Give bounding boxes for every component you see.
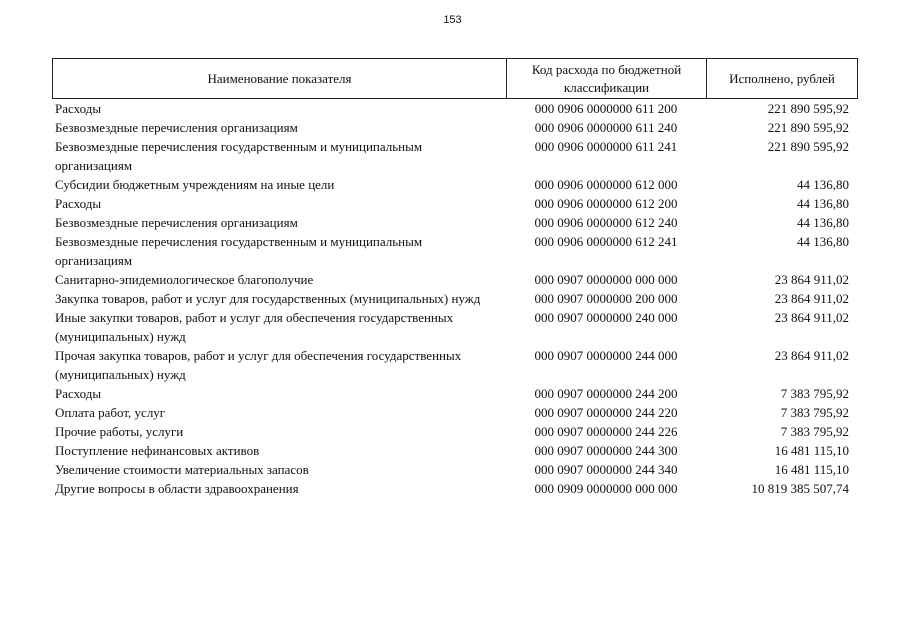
row-name: Безвозмездные перечисления организациям bbox=[55, 215, 298, 230]
row-name: Прочие работы, услуги bbox=[55, 424, 184, 439]
table-row bbox=[52, 308, 857, 346]
row-amount: 23 864 911,02 bbox=[774, 348, 849, 363]
table-row bbox=[52, 99, 857, 118]
row-amount: 44 136,80 bbox=[797, 177, 849, 192]
row-name: Субсидии бюджетным учреждениям на иные цели bbox=[55, 177, 335, 192]
row-code: 000 0907 0000000 000 000 bbox=[534, 272, 678, 287]
table-row bbox=[52, 479, 857, 498]
row-amount: 7 383 795,92 bbox=[780, 386, 849, 401]
table-row bbox=[52, 118, 857, 137]
row-code: 000 0906 0000000 612 200 bbox=[534, 196, 678, 211]
row-code: 000 0907 0000000 244 220 bbox=[534, 405, 678, 420]
table-row bbox=[52, 213, 857, 232]
table-row bbox=[52, 384, 857, 403]
row-amount: 7 383 795,92 bbox=[780, 424, 849, 439]
row-amount: 23 864 911,02 bbox=[774, 291, 849, 306]
header-code: Код расхода по бюджетной классификации bbox=[507, 59, 707, 99]
row-name: Безвозмездные перечисления государственным и муниципальным организациям bbox=[55, 234, 423, 268]
row-code: 000 0907 0000000 244 000 bbox=[534, 348, 678, 363]
row-code: 000 0907 0000000 244 300 bbox=[534, 443, 678, 458]
row-name: Расходы bbox=[55, 101, 102, 116]
row-name: Прочая закупка товаров, работ и услуг для обеспечения государственных (муниципальных) нужд bbox=[55, 348, 462, 382]
row-name: Увеличение стоимости материальных запасов bbox=[55, 462, 309, 477]
row-code: 000 0906 0000000 612 241 bbox=[534, 234, 678, 249]
row-code: 000 0907 0000000 200 000 bbox=[534, 291, 678, 306]
row-amount: 16 481 115,10 bbox=[774, 443, 849, 458]
row-amount: 7 383 795,92 bbox=[780, 405, 849, 420]
row-name: Другие вопросы в области здравоохранения bbox=[55, 481, 299, 496]
row-amount: 221 890 595,92 bbox=[767, 139, 849, 154]
row-code: 000 0907 0000000 244 340 bbox=[534, 462, 678, 477]
row-amount: 221 890 595,92 bbox=[767, 120, 849, 135]
row-name: Расходы bbox=[55, 386, 102, 401]
table-row bbox=[52, 441, 857, 460]
row-name: Поступление нефинансовых активов bbox=[55, 443, 260, 458]
header-row bbox=[53, 59, 858, 99]
row-amount: 23 864 911,02 bbox=[774, 272, 849, 287]
row-name: Расходы bbox=[55, 196, 102, 211]
row-code: 000 0906 0000000 611 240 bbox=[534, 120, 678, 135]
header-name: Наименование показателя bbox=[53, 59, 507, 99]
table-row bbox=[52, 460, 857, 479]
row-amount: 44 136,80 bbox=[797, 196, 849, 211]
row-code: 000 0907 0000000 244 226 bbox=[534, 424, 678, 439]
row-code: 000 0906 0000000 612 000 bbox=[534, 177, 678, 192]
table-row bbox=[52, 194, 857, 213]
table-header bbox=[52, 58, 858, 99]
row-name: Иные закупки товаров, работ и услуг для обеспечения государственных (муниципальных) нужд bbox=[55, 310, 454, 344]
table-row bbox=[52, 232, 857, 270]
row-name: Закупка товаров, работ и услуг для государственных (муниципальных) нужд bbox=[55, 291, 481, 306]
row-name: Санитарно-эпидемиологическое благополучие bbox=[55, 272, 314, 287]
row-amount: 221 890 595,92 bbox=[767, 101, 849, 116]
row-amount: 23 864 911,02 bbox=[774, 310, 849, 325]
row-code: 000 0909 0000000 000 000 bbox=[534, 481, 678, 496]
row-name: Безвозмездные перечисления организациям bbox=[55, 120, 298, 135]
data-table bbox=[52, 99, 857, 498]
row-amount: 10 819 385 507,74 bbox=[751, 481, 849, 496]
row-code: 000 0907 0000000 244 200 bbox=[534, 386, 678, 401]
row-code: 000 0906 0000000 612 240 bbox=[534, 215, 678, 230]
table-row bbox=[52, 270, 857, 289]
table-row bbox=[52, 346, 857, 384]
row-code: 000 0907 0000000 240 000 bbox=[534, 310, 678, 325]
row-amount: 44 136,80 bbox=[797, 215, 849, 230]
row-code: 000 0906 0000000 611 241 bbox=[534, 139, 678, 154]
header-amount: Исполнено, рублей bbox=[707, 59, 858, 99]
table-row bbox=[52, 403, 857, 422]
row-name: Безвозмездные перечисления государственным и муниципальным организациям bbox=[55, 139, 423, 173]
row-amount: 44 136,80 bbox=[797, 234, 849, 249]
table-row bbox=[52, 289, 857, 308]
table-row bbox=[52, 175, 857, 194]
table-row bbox=[52, 422, 857, 441]
row-name: Оплата работ, услуг bbox=[55, 405, 166, 420]
table-row bbox=[52, 137, 857, 175]
row-amount: 16 481 115,10 bbox=[774, 462, 849, 477]
page-number: 153 bbox=[443, 14, 462, 26]
row-code: 000 0906 0000000 611 200 bbox=[534, 101, 678, 116]
